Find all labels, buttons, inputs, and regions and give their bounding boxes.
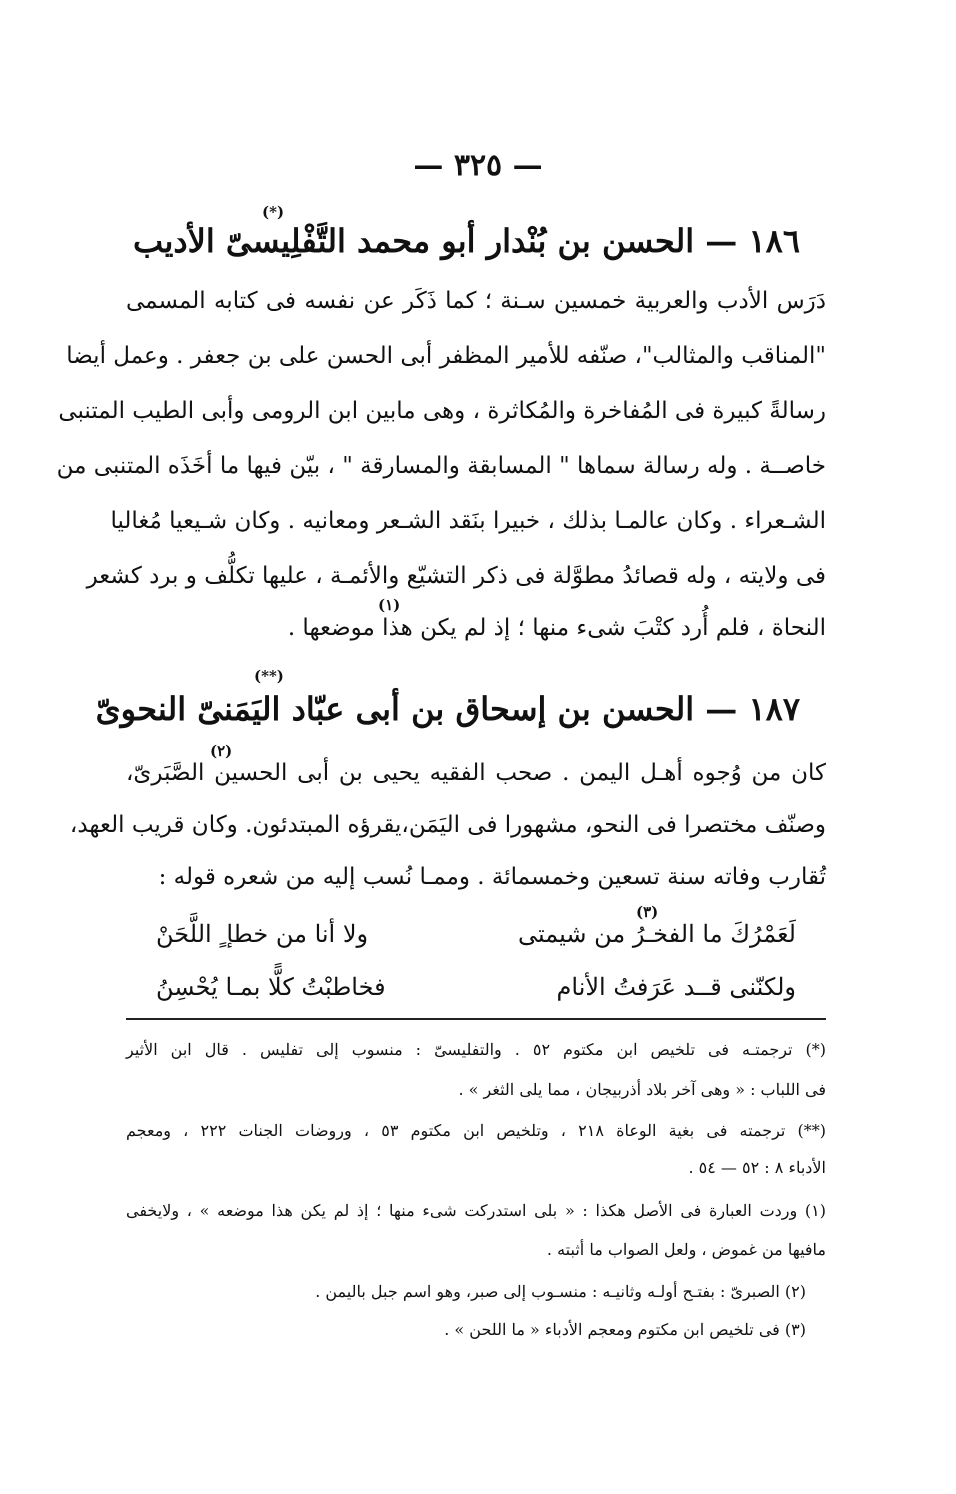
footnote-line: الأدباء ٨ : ٥٢ — ٥٤ . <box>688 1158 826 1177</box>
entry-text-line: تُقارب وفاته سنة تسعين وخمسمائة . وممـا نُسب إليه من شعره قوله : <box>158 864 826 890</box>
entry-text-line: الشـعراء . وكان عالمـا بذلك ، خبيرا بنَقد الشـعر ومعانيه . وكان شـيعيا مُغاليا <box>110 508 826 534</box>
verse-line <box>156 920 796 960</box>
footnote-line: فى اللباب : « وهى آخر بلاد أذربيجان ، مما يلى الثغر » . <box>458 1080 826 1099</box>
entry-heading: ١٨٦ — الحسن بن بُنْدار أبو محمد التَّفْلِيسىّ الأديب <box>133 222 800 260</box>
footnote-line: (٣) فى تلخيص ابن مكتوم ومعجم الأدباء « ما اللحن » . <box>444 1320 806 1339</box>
entry-text-line: "المناقب والمثالب"، صنّفه للأمير المظفر أبى الحسن على بن جعفر . وعمل أيضا <box>66 343 826 369</box>
footnote-line: (١) وردت العبارة فى الأصل هكذا : « بلى استدركت شىء منها ؛ إذ لم يكن هذا موضعه » ، ولايخفى <box>126 1201 826 1220</box>
footnote-line: (*) ترجمتـه فى تلخيص ابن مكتوم ٥٢ . والتفليسىّ : منسوب إلى تفليس . قال ابن الأثير <box>126 1040 826 1059</box>
entry-text-line: النحاة ، فلم أُرد كتْبَ شىء منها ؛ إذ لم يكن هذا موضعها . <box>287 615 826 641</box>
verse-second-hemistich: ولا أنا من خطإ ٍ اللَّحَنْ <box>156 920 369 948</box>
footnote-line: (٢) الصبرىّ : بفتـح أولـه وثانيـه : منسـوب إلى صبر، وهو اسم جبل باليمن . <box>315 1282 806 1301</box>
entry-text-line: فى ولايته ، وله قصائدُ مطوَّلة فى ذكر التشيّع والأئمـة ، عليها تكلُّف و برد كشعر <box>86 563 826 589</box>
entry-text-line: خاصــة . وله رسالة سماها " المسابقة والمسارقة " ، بيّن فيها ما أخَذَه المتنبى من <box>56 453 826 479</box>
heading-note-mark: (*) <box>262 203 285 221</box>
page-number: — ٣٢٥ — <box>413 148 543 183</box>
entry-text-line: كان من وُجوه أهـل اليمن . صحب الفقيه يحيى بن أبى الحسين الصَّبَرىّ، <box>126 760 826 786</box>
verse-line <box>156 973 796 1013</box>
verse-first-hemistich: لَعَمْرُكَ ما الفخـرُ من شيمتى <box>518 920 796 948</box>
entry-text-line: دَرَس الأدب والعربية خمسين سـنة ؛ كما ذَكَر عن نفسه فى كتابه المسمى <box>126 288 826 314</box>
footnote-ref: (٢) <box>210 742 233 760</box>
footnote-ref: (١) <box>378 596 401 614</box>
footnote-ref: (٣) <box>636 903 659 921</box>
entry-text-line: رسالةً كبيرة فى المُفاخرة والمُكاثرة ، وهى مابين ابن الرومى وأبى الطيب المتنبى <box>58 398 826 424</box>
verse-first-hemistich: ولكنّنى قــد عَرَفتُ الأنام <box>556 973 796 1001</box>
footnote-divider <box>126 1018 826 1020</box>
entry-heading: ١٨٧ — الحسن بن إسحاق بن أبى عبّاد اليَمَنىّ النحوىّ <box>95 690 800 728</box>
heading-note-mark: (**) <box>254 667 284 685</box>
footnote-line: مافيها من غموض ، ولعل الصواب ما أثبته . <box>546 1240 826 1259</box>
verse-second-hemistich: فخاطبْتُ كلًّا بمـا يُحْسِنُ <box>156 973 386 1001</box>
entry-text-line: وصنّف مختصرا فى النحو، مشهورا فى اليَمَن،يقرؤه المبتدئون. وكان قريب العهد، <box>69 812 826 838</box>
footnote-line: (**) ترجمته فى بغية الوعاة ٢١٨ ، وتلخيص ابن مكتوم ٥٣ ، وروضات الجنات ٢٢٢ ، ومعجم <box>126 1121 827 1140</box>
